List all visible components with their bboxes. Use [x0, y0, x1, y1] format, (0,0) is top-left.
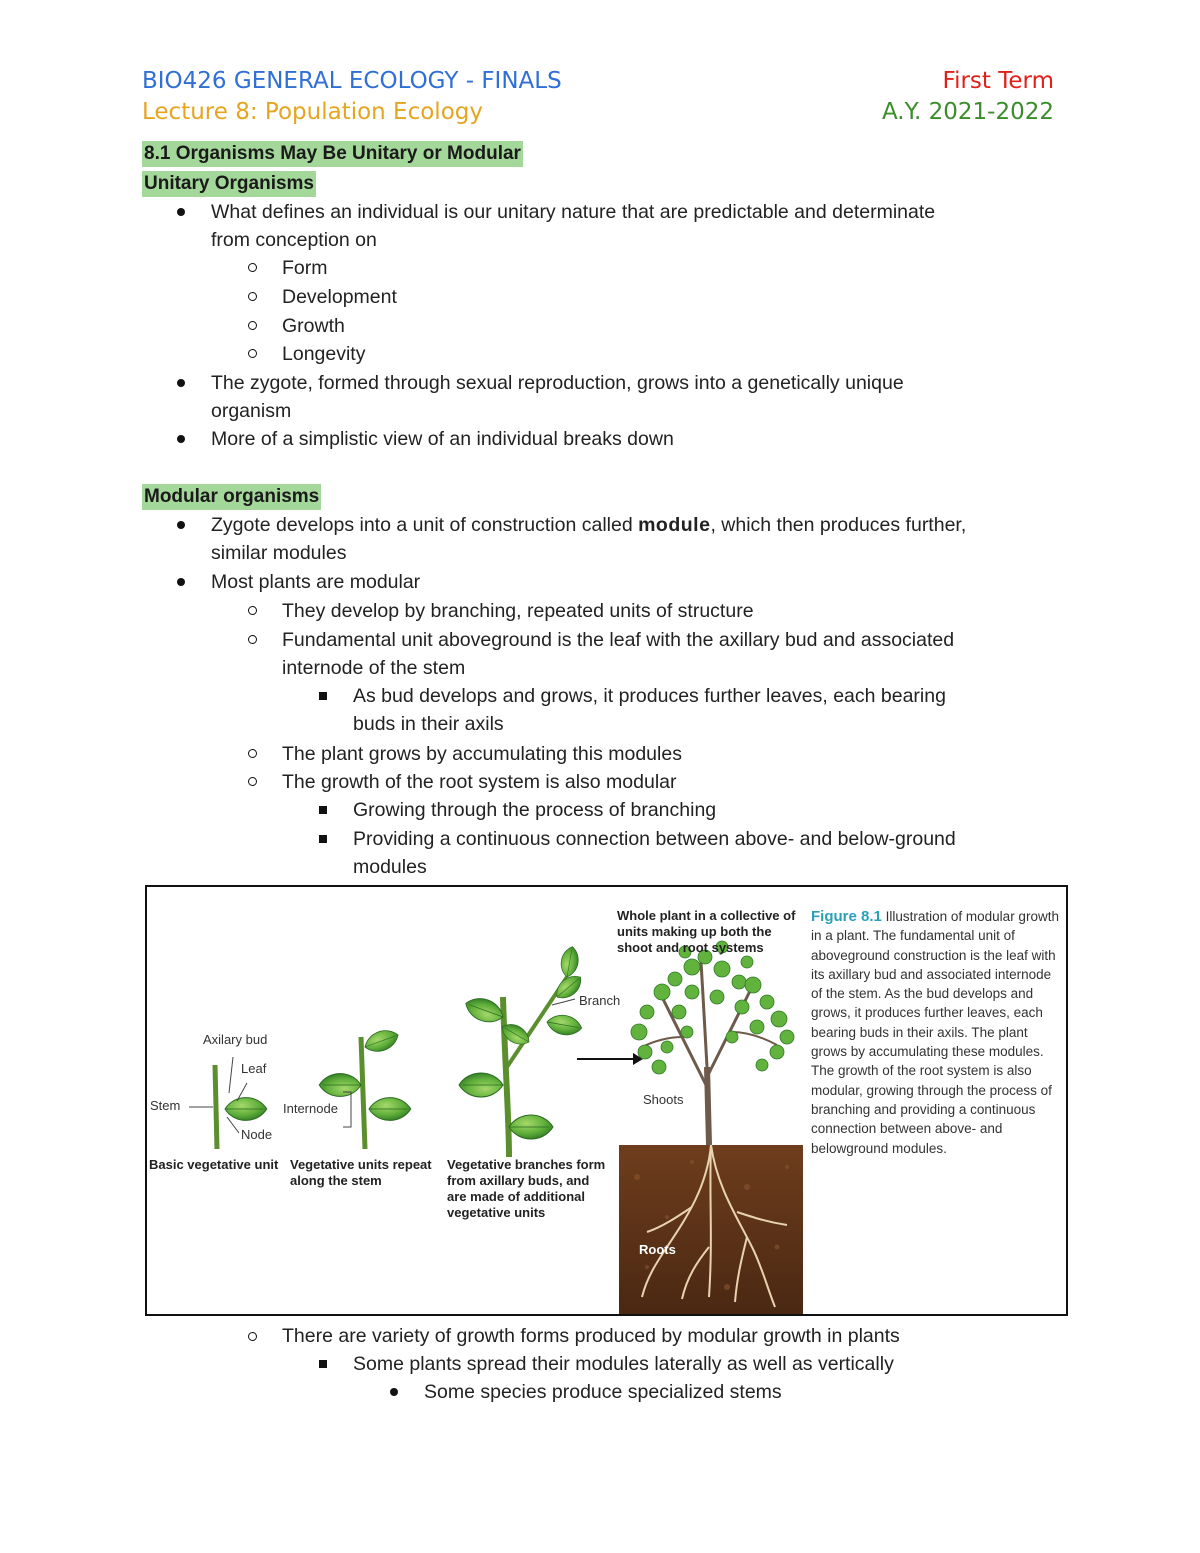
modular-sub-4: The growth of the root system is also modular	[282, 771, 677, 793]
module-term: module	[638, 514, 711, 536]
label-node: Node	[241, 1127, 273, 1142]
unitary-sub-longevity: Longevity	[282, 343, 366, 365]
bullet-circle	[248, 292, 257, 301]
bullet-dot	[390, 1388, 398, 1396]
term-label: First Term	[942, 68, 1054, 94]
figure-caption	[811, 907, 1059, 1158]
unitary-bullet-2: The zygote, formed through sexual reproduction, grows into a genetically unique	[211, 372, 904, 394]
leaf-1	[225, 1098, 267, 1121]
modular-bullet-1	[211, 511, 966, 540]
modular-heading: Modular organisms	[142, 484, 321, 510]
unitary-bullet-1-cont: from conception on	[211, 229, 377, 251]
leaf-3c	[509, 1115, 553, 1139]
leaf-3b	[462, 993, 507, 1027]
leaf-3g	[559, 945, 581, 978]
leaf-2a	[319, 1074, 361, 1097]
leaf-3a	[459, 1073, 503, 1097]
unitary-sub-growth: Growth	[282, 315, 345, 337]
caption-repeat-units: Vegetative units repeat along the stem	[290, 1157, 432, 1188]
bullet-dot	[177, 208, 185, 216]
bullet-circle	[248, 606, 257, 615]
leaf-3d	[545, 1013, 583, 1038]
bullet-square	[319, 835, 327, 843]
tree-canopy	[631, 941, 794, 1074]
leaf-2c	[362, 1026, 402, 1056]
stem-3	[503, 997, 509, 1157]
bullet-circle	[248, 635, 257, 644]
unitary-bullet-2-cont: organism	[211, 400, 292, 422]
modular-sub-5: There are variety of growth forms produced by modular growth in plants	[282, 1325, 900, 1347]
modular-sub-2-cont: internode of the stem	[282, 657, 466, 679]
academic-year: A.Y. 2021-2022	[881, 99, 1054, 125]
unitary-bullet-1: What defines an individual is our unitary nature that are predictable and determinate	[211, 201, 936, 223]
bullet-circle	[248, 777, 257, 786]
bullet-circle	[248, 349, 257, 358]
label-branch: Branch	[579, 993, 621, 1008]
modular-subsub-3: Providing a continuous connection between above- and below-ground	[353, 828, 956, 850]
figure-number: Figure 8.1	[811, 908, 882, 925]
lecture-title: Lecture 8: Population Ecology	[142, 99, 483, 125]
figure-caption-text: Illustration of modular growth in a plant. The fundamental unit of aboveground construction is the leaf with its axillary bud and associated internode of the stem. As the bud develops and grows, it produces further leaves, each bearing buds in their axils. The plant grows by accumulating these modules. The growth of the root system is also modular, growing through the process of branching and providing a continuous connection between above- and belowground modules.	[811, 909, 1059, 1156]
label-leaf: Leaf	[241, 1061, 267, 1076]
stem-1	[215, 1065, 217, 1149]
modular-bullet-2: Most plants are modular	[211, 571, 421, 593]
unitary-bullet-3: More of a simplistic view of an individual breaks down	[211, 428, 674, 450]
label-stem: Stem	[150, 1098, 181, 1113]
caption-branches: Vegetative branches form from axillary buds, and are made of additional vegetative units	[447, 1157, 606, 1220]
bullet-dot	[177, 578, 185, 586]
caption-basic-unit: Basic vegetative unit	[149, 1157, 279, 1172]
bullet-dot	[177, 521, 185, 529]
label-roots: Roots	[639, 1242, 676, 1257]
bullet-square	[319, 806, 327, 814]
bullet-dot	[177, 379, 185, 387]
bullet-dot	[177, 435, 185, 443]
modular-bullet-1-pre: Zygote develops into a unit of construction called	[211, 514, 639, 536]
section-title: 8.1 Organisms May Be Unitary or Modular	[142, 141, 523, 167]
modular-sub-1: They develop by branching, repeated units of structure	[282, 600, 754, 622]
modular-subsub-1-cont: buds in their axils	[353, 713, 504, 735]
label-whole-plant: Whole plant in a collective of units making up both the shoot and root systems	[617, 908, 796, 955]
bullet-square	[319, 692, 327, 700]
modular-bullet-1-cont: similar modules	[211, 542, 347, 564]
bullet-square	[319, 1360, 327, 1368]
modular-subsub-4: Some plants spread their modules laterally as well as vertically	[353, 1353, 894, 1375]
bullet-circle	[248, 263, 257, 272]
bullet-circle	[248, 321, 257, 330]
unitary-sub-development: Development	[282, 286, 397, 308]
course-title: BIO426 GENERAL ECOLOGY - FINALS	[142, 68, 562, 94]
modular-bullet-1-post: , which then produces further,	[710, 514, 967, 536]
bullet-circle	[248, 1332, 257, 1341]
bullet-circle	[248, 749, 257, 758]
label-internode: Internode	[283, 1101, 338, 1116]
stem-2	[361, 1037, 365, 1149]
modular-subsub-3-cont: modules	[353, 856, 427, 878]
unitary-heading: Unitary Organisms	[142, 171, 316, 197]
modular-subsub-2: Growing through the process of branching	[353, 799, 717, 821]
modular-sub-3: The plant grows by accumulating this modules	[282, 743, 682, 765]
leaf-2b	[369, 1098, 411, 1121]
modular-subsub-1: As bud develops and grows, it produces further leaves, each bearing	[353, 685, 946, 707]
modular-sub-2: Fundamental unit aboveground is the leaf with the axillary bud and associated	[282, 629, 955, 651]
label-shoots: Shoots	[643, 1092, 684, 1107]
unitary-sub-form: Form	[282, 257, 328, 279]
label-axillary-bud: Axilary bud	[203, 1032, 268, 1047]
figure-8-1	[145, 885, 1068, 1316]
modular-subsubsub-1: Some species produce specialized stems	[424, 1381, 782, 1403]
